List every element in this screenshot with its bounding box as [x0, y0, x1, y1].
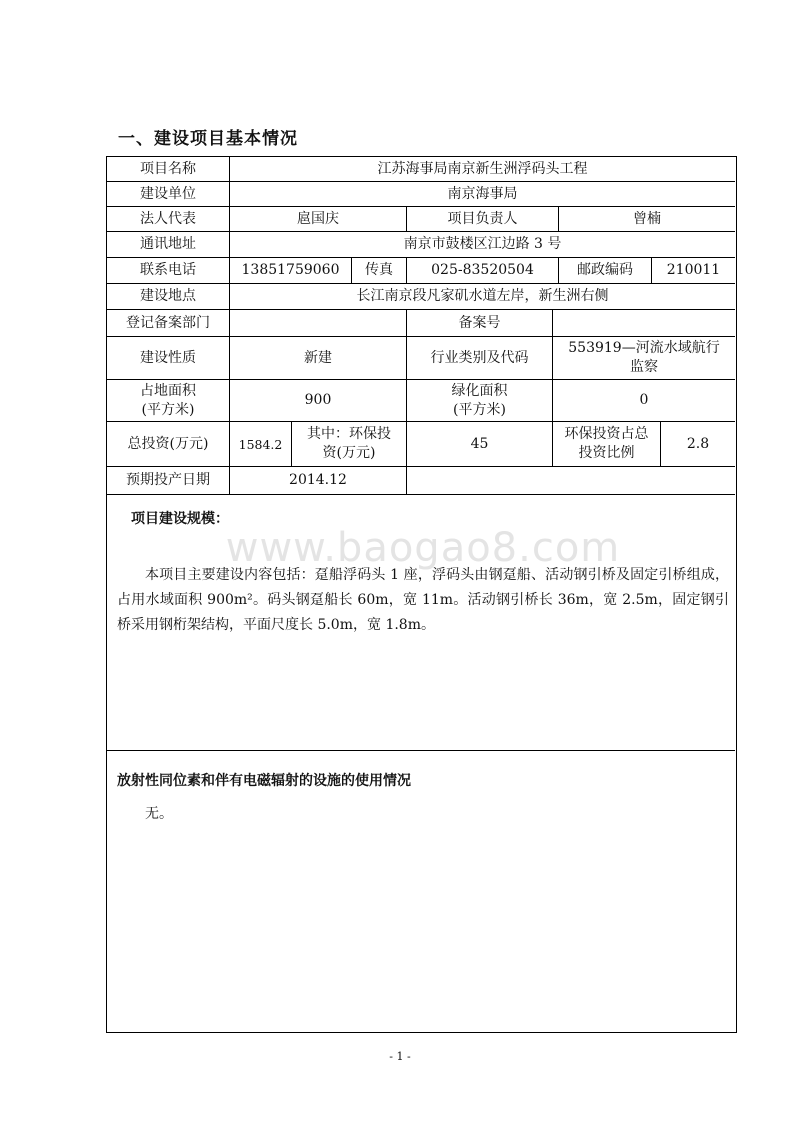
env-invest-value: 45	[407, 422, 553, 467]
legal-rep-label: 法人代表	[107, 207, 230, 232]
section-heading: 一、建设项目基本情况	[118, 129, 298, 149]
site-value: 长江南京段凡家矶水道左岸，新生洲右侧	[230, 284, 735, 310]
invest-label: 总投资(万元)	[107, 422, 230, 467]
industry-value: 553919—河流水域航行监察	[553, 337, 735, 380]
manager-value: 曾楠	[559, 207, 735, 232]
green-value: 0	[553, 380, 735, 422]
invest-value: 1584.2	[230, 422, 292, 467]
radiation-text: 无。	[145, 806, 173, 822]
postcode-value: 210011	[652, 258, 735, 284]
registry-label: 登记备案部门	[107, 310, 230, 337]
area-label: 占地面积 (平方米)	[107, 380, 230, 422]
manager-label: 项目负责人	[407, 207, 559, 232]
date-value: 2014.12	[230, 467, 407, 495]
project-name-label: 项目名称	[107, 157, 230, 182]
date-label: 预期投产日期	[107, 467, 230, 495]
legal-rep-value: 扈国庆	[230, 207, 407, 232]
record-no-label: 备案号	[407, 310, 553, 337]
builder-label: 建设单位	[107, 182, 230, 207]
page-number: - 1 -	[389, 1050, 411, 1063]
info-table	[106, 156, 737, 1033]
record-no-value	[553, 310, 735, 337]
industry-label: 行业类别及代码	[407, 337, 553, 380]
postcode-label: 邮政编码	[559, 258, 652, 284]
scale-title: 项目建设规模：	[131, 511, 229, 527]
section-divider	[107, 750, 735, 751]
phone-label: 联系电话	[107, 258, 230, 284]
watermark: www.baogao8.com	[225, 525, 621, 571]
address-value: 南京市鼓楼区江边路 3 号	[230, 232, 735, 258]
nature-value: 新建	[230, 337, 407, 380]
area-value: 900	[230, 380, 407, 422]
scale-text: 本项目主要建设内容包括：趸船浮码头 1 座，浮码头由钢趸船、活动钢引桥及固定引桥组成，占用水域面积 900m²。码头钢趸船长 60m，宽 11m。活动钢引桥长 36m，宽 2.5m，固定钢引桥采用钢桁架结构，平面尺度长 5.0m，宽 1.8m。	[117, 567, 729, 633]
fax-label: 传真	[352, 258, 407, 284]
nature-label: 建设性质	[107, 337, 230, 380]
phone-value: 13851759060	[230, 258, 352, 284]
project-name-value: 江苏海事局南京新生洲浮码头工程	[230, 157, 735, 182]
green-label: 绿化面积 (平方米)	[407, 380, 553, 422]
radiation-title: 放射性同位素和伴有电磁辐射的设施的使用情况	[117, 773, 411, 789]
registry-value	[230, 310, 407, 337]
env-ratio-label: 环保投资占总投资比例	[553, 422, 661, 467]
address-label: 通讯地址	[107, 232, 230, 258]
site-label: 建设地点	[107, 284, 230, 310]
date-blank	[407, 467, 735, 495]
fax-value: 025-83520504	[407, 258, 559, 284]
builder-value: 南京海事局	[230, 182, 735, 207]
env-invest-label: 其中：环保投资(万元)	[292, 422, 407, 467]
env-ratio-value: 2.8	[661, 422, 735, 467]
